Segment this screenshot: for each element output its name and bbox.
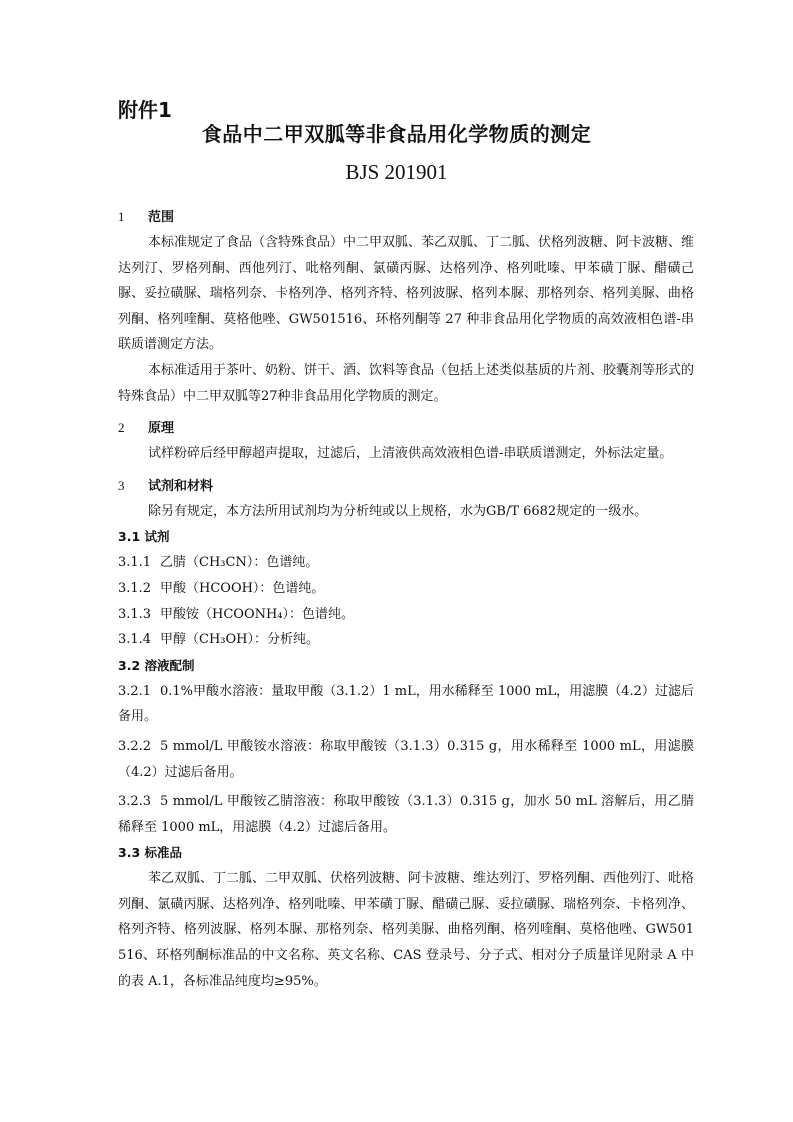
section-number: 1	[118, 209, 125, 224]
section-title: 范围	[148, 210, 175, 225]
item-text: 0.1%甲酸水溶液：量取甲酸（3.1.2）1 mL，用水稀释至 1000 mL，用滤膜（4.2）过滤后备用。	[118, 683, 694, 725]
reagent-item	[118, 576, 694, 602]
item-text: 5 mmol/L 甲酸铵乙腈溶液：称取甲酸铵（3.1.3）0.315 g，加水 50 mL 溶解后，用乙腈稀释至 1000 mL，用滤膜（4.2）过滤后备用。	[118, 794, 694, 835]
item-text: 甲酸（HCOOH）：色谱纯。	[160, 580, 325, 596]
reagents-paragraph: 除另有规定，本方法所用试剂均为分析纯或以上规格，水为GB/T 6682规定的一级水。	[148, 503, 648, 519]
reagent-item	[118, 550, 694, 576]
section-heading-scope	[118, 204, 694, 230]
item-text: 5 mmol/L 甲酸铵水溶液：称取甲酸铵（3.1.3）0.315 g，用水稀释至 1000 mL，用滤膜（4.2）过滤后备用。	[118, 738, 694, 780]
item-text: 乙腈（CH₃CN）：色谱纯。	[160, 555, 319, 571]
standard-code: BJS 201901	[345, 160, 448, 184]
principle-paragraph: 试样粉碎后经甲醇超声提取，过滤后，上清液供高效液相色谱-串联质谱测定，外标法定量。	[148, 446, 673, 462]
reagent-item	[118, 627, 694, 653]
subsection-heading-solutions: 3.2 溶液配制	[118, 657, 195, 673]
annex-label: 附件1	[118, 98, 172, 122]
solution-item	[118, 734, 694, 785]
section-number: 3	[118, 477, 125, 493]
section-title: 试剂和材料	[148, 478, 214, 494]
subsection-heading-reagents: 3.1 试剂	[118, 529, 170, 545]
scope-paragraph-2: 本标准适用于茶叶、奶粉、饼干、酒、饮料等食品（包括上述类似基质的片剂、胶囊剂等形式的特殊食品）中二甲双胍等27种非食品用化学物质的测定。	[118, 362, 695, 404]
document-title: 食品中二甲双胍等非食品用化学物质的测定	[201, 122, 592, 146]
section-title: 原理	[148, 421, 175, 437]
item-number: 3.2.2	[118, 738, 152, 754]
subsection-heading-standards: 3.3 标准品	[118, 845, 182, 861]
section-heading-principle	[118, 415, 694, 441]
item-text: 甲醇（CH₃OH）：分析纯。	[160, 632, 319, 648]
solution-item	[118, 789, 694, 840]
item-number: 3.1.3	[118, 606, 152, 622]
standards-paragraph: 苯乙双胍、丁二胍、二甲双胍、伏格列波糖、阿卡波糖、维达列汀、罗格列酮、西他列汀、吡格列酮、氯磺丙脲、达格列净、格列吡嗪、甲苯磺丁脲、醋磺己脲、妥拉磺脲、瑞格列奈、卡格列净、格列齐特、格列波脲、格列本脲、那格列奈、格列美脲、曲格列酮、格列喹酮、莫格他唑、GW501516、环格列酮标准品的中文名称、英文名称、CAS 登录号、分子式、相对分子质量详见附录 A 中的表 A.1，各标准品纯度均≥95%。	[118, 871, 695, 989]
item-number: 3.1.4	[118, 632, 152, 648]
item-number: 3.1.2	[118, 580, 152, 596]
item-number: 3.1.1	[118, 555, 152, 571]
solution-item	[118, 679, 694, 730]
section-heading-reagents	[118, 473, 694, 499]
item-text: 甲酸铵（HCOONH₄）：色谱纯。	[160, 606, 355, 622]
item-number: 3.2.1	[118, 683, 152, 699]
document-body	[118, 204, 694, 994]
scope-paragraph-1: 本标准规定了食品（含特殊食品）中二甲双胍、苯乙双胍、丁二胍、伏格列波糖、阿卡波糖、维达列汀、罗格列酮、西他列汀、吡格列酮、氯磺丙脲、达格列净、格列吡嗪、甲苯磺丁脲、醋磺己脲、妥拉磺脲、瑞格列奈、卡格列净、格列齐特、格列波脲、格列本脲、那格列奈、格列美脲、曲格列酮、格列喹酮、莫格他唑、GW501516、环格列酮等 27 种非食品用化学物质的高效液相色谱-串联质谱测定方法。	[118, 235, 695, 353]
reagent-item	[118, 602, 694, 628]
item-number: 3.2.3	[118, 794, 152, 810]
section-number: 2	[118, 420, 125, 436]
